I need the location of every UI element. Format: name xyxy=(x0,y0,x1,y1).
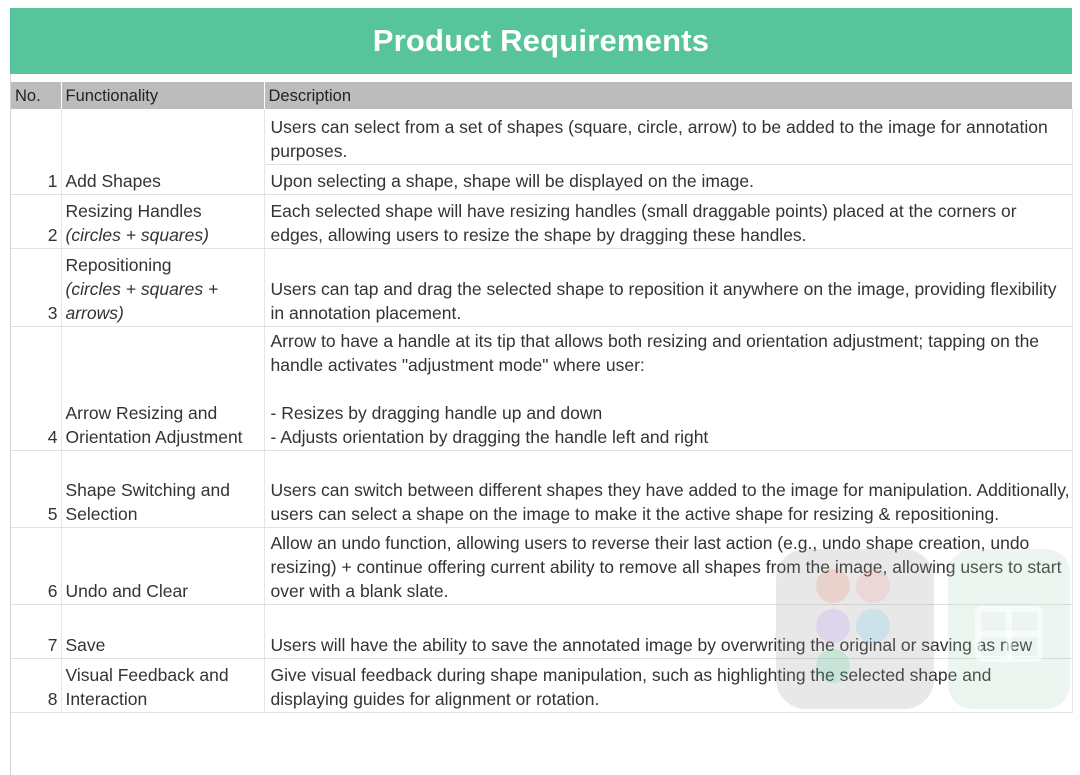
functionality-name: Resizing Handles xyxy=(65,200,202,221)
functionality-cell xyxy=(61,658,264,712)
functionality-name: Undo and Clear xyxy=(65,580,189,601)
page-title: Product Requirements xyxy=(372,23,710,58)
row-number: 6 xyxy=(11,527,61,604)
description-cell: Give visual feedback during shape manipulation, such as highlighting the selected shape and displaying guides for alignment or rotation. xyxy=(264,658,1072,712)
description-cell: Allow an undo function, allowing users to reverse their last action (e.g., undo shape creation, undo resizing) + continue offering current ability to remove all shapes from the image, allowing users to start over with a blank slate. xyxy=(264,527,1072,604)
row-number: 7 xyxy=(11,604,61,658)
watermark-dot xyxy=(856,569,890,603)
watermark-logo xyxy=(776,549,934,709)
functionality-cell xyxy=(61,450,264,527)
row-number: 8 xyxy=(11,658,61,712)
functionality-note: (circles + squares + arrows) xyxy=(65,278,219,323)
description-cell: Users can switch between different shapes they have added to the image for manipulation. Additionally, users can select a shape on the image to make it the active shape for resizing & repositioning. xyxy=(264,450,1072,527)
functionality-cell xyxy=(61,109,264,194)
row-number: 1 xyxy=(11,109,61,194)
functionality-note: (circles + squares) xyxy=(65,224,209,245)
title-bar xyxy=(10,8,1072,74)
watermark-dot xyxy=(856,609,890,643)
header-no: No. xyxy=(11,82,61,109)
functionality-name: Save xyxy=(65,634,106,655)
watermark-dot xyxy=(816,569,850,603)
row-number: 4 xyxy=(11,326,61,450)
description-cell: Each selected shape will have resizing handles (small draggable points) placed at the corners or edges, allowing users to resize the shape by dragging these handles. xyxy=(264,194,1072,248)
sheet-icon xyxy=(948,549,1070,709)
header-row xyxy=(11,82,1072,109)
table-row xyxy=(11,194,1072,248)
functionality-name: Add Shapes xyxy=(65,170,161,191)
functionality-name: Repositioning xyxy=(65,254,172,275)
row-number: 5 xyxy=(11,450,61,527)
functionality-cell xyxy=(61,527,264,604)
table-row xyxy=(11,109,1072,164)
functionality-name: Arrow Resizing and Orientation Adjustment xyxy=(65,402,243,447)
header-description: Description xyxy=(264,82,1072,109)
table-row xyxy=(11,326,1072,450)
functionality-cell xyxy=(61,194,264,248)
functionality-cell xyxy=(61,248,264,326)
watermark-sheet-icon xyxy=(948,549,1070,709)
description-cell: Users can select from a set of shapes (square, circle, arrow) to be added to the image for annotation purposes. xyxy=(264,109,1072,164)
description-cell xyxy=(264,326,1072,450)
description-cell: Users can tap and drag the selected shape to reposition it anywhere on the image, providing flexibility in annotation placement. xyxy=(264,248,1072,326)
description-line: - Resizes by dragging handle up and down xyxy=(270,402,603,423)
blank-line xyxy=(271,377,1070,401)
row-number: 3 xyxy=(11,248,61,326)
header-functionality: Functionality xyxy=(61,82,264,109)
functionality-cell xyxy=(61,604,264,658)
description-line: Arrow to have a handle at its tip that allows both resizing and orientation adjustment; tapping on the handle activates "adjustment mode" where user: xyxy=(270,330,1040,375)
functionality-name: Visual Feedback and Interaction xyxy=(65,664,229,709)
watermark-dot xyxy=(816,649,850,683)
watermark-dot xyxy=(816,609,850,643)
table-row xyxy=(11,450,1072,527)
row-number: 2 xyxy=(11,194,61,248)
functionality-name: Shape Switching and Selection xyxy=(65,479,230,524)
functionality-cell xyxy=(61,326,264,450)
description-cell: Users will have the ability to save the annotated image by overwriting the original or saving as new xyxy=(264,604,1072,658)
description-cell: Upon selecting a shape, shape will be displayed on the image. xyxy=(264,164,1072,194)
table-row xyxy=(11,248,1072,326)
description-line: - Adjusts orientation by dragging the handle left and right xyxy=(270,426,709,447)
